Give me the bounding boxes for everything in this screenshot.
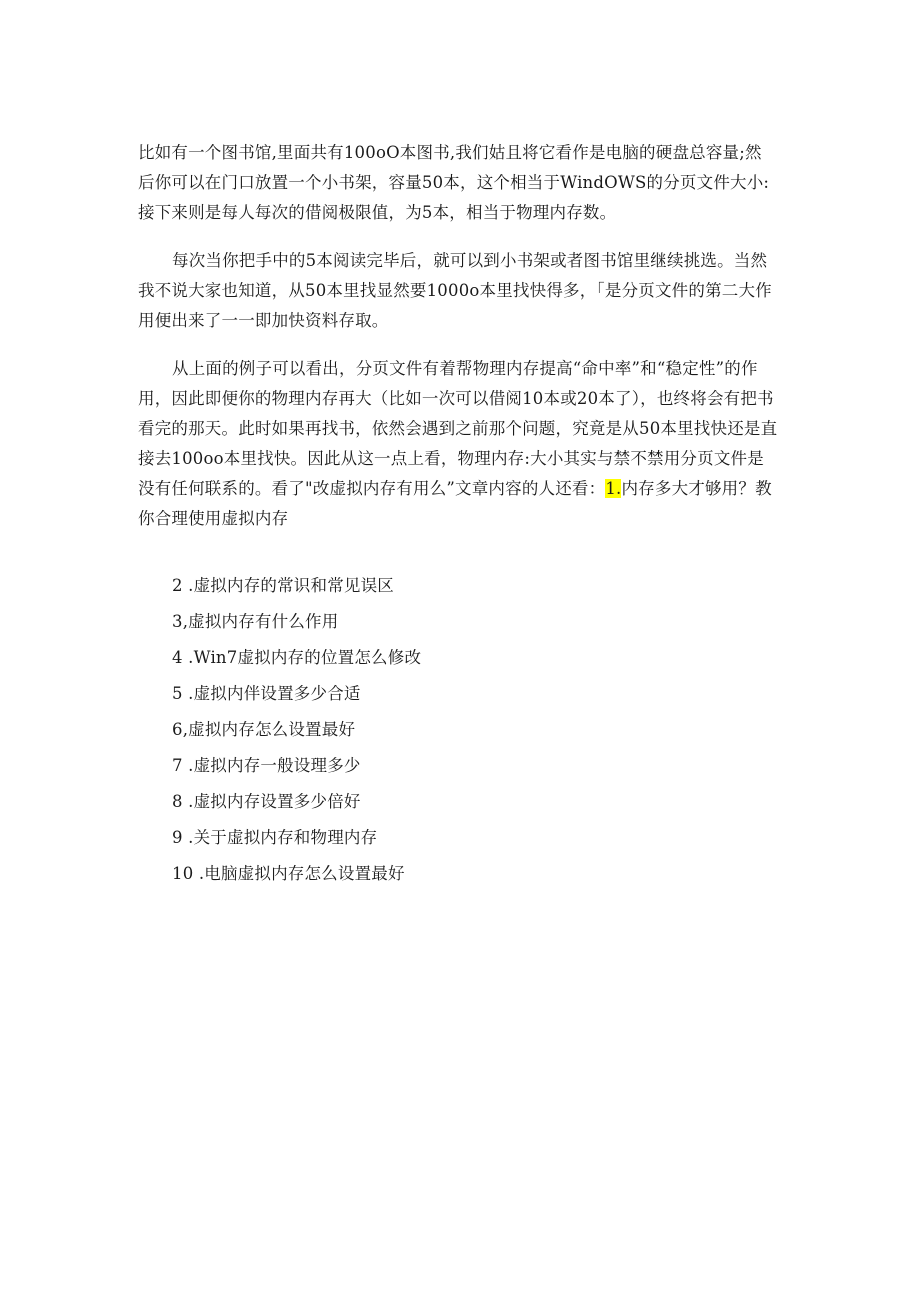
paragraph-library-analogy: 比如有一个图书馆,里面共有100oO本图书,我们姑且将它看作是电脑的硬盘总容量;然后你可以在门口放置一个小书架，容量50本，这个相当于WindOWS的分页文件大小:接下来则是每人每次的借阅极限值，为5本，相当于物理内存数。 xyxy=(138,143,770,222)
list-item: 3,虚拟内存有什么作用 xyxy=(172,612,339,631)
list-item: 2 .虚拟内存的常识和常见误区 xyxy=(172,576,394,595)
list-item: 8 .虚拟内存设置多少倍好 xyxy=(172,792,361,811)
list-item: 7 .虚拟内存一般设理多少 xyxy=(172,756,361,775)
related-articles-list xyxy=(172,574,421,898)
list-item: 10 .电脑虚拟内存怎么设置最好 xyxy=(172,864,405,883)
related-article-1-title: 内存多大才够用？教你合理使用虚拟内存 xyxy=(138,479,772,528)
list-item: 4 .Win7虚拟内存的位置怎么修改 xyxy=(172,648,422,667)
paragraph-conclusion xyxy=(138,354,778,534)
list-item: 5 .虚拟内伴设置多少合适 xyxy=(172,684,361,703)
list-item: 9 .关于虚拟内存和物理内存 xyxy=(172,828,378,847)
list-item: 6,虚拟内存怎么设置最好 xyxy=(172,720,356,739)
highlighted-list-number: 1. xyxy=(605,479,622,498)
paragraph-reading-speed: 每次当你把手中的5本阅读完毕后，就可以到小书架或者图书馆里继续挑选。当然我不说大家也知道，从50本里找显然要1000o本里找快得多，「是分页文件的第二大作用便出来了一一即加快资料存取。 xyxy=(138,251,772,330)
paragraph-conclusion-text: 从上面的例子可以看出，分页文件有着帮物理内存提高“命中率”和“稳定性”的作用，因此即便你的物理内存再大（比如一次可以借阅10本或20本了），也终将会有把书看完的那天。此时如果再找书，依然会遇到之前那个问题，究竟是从50本里找快还是直接去100oo本里找快。因此从这一点上看，物理内存:大小其实与禁不禁用分页文件是没有任何联系的。看了"改虚拟内存有用么”文章内容的人还看： xyxy=(138,359,778,498)
